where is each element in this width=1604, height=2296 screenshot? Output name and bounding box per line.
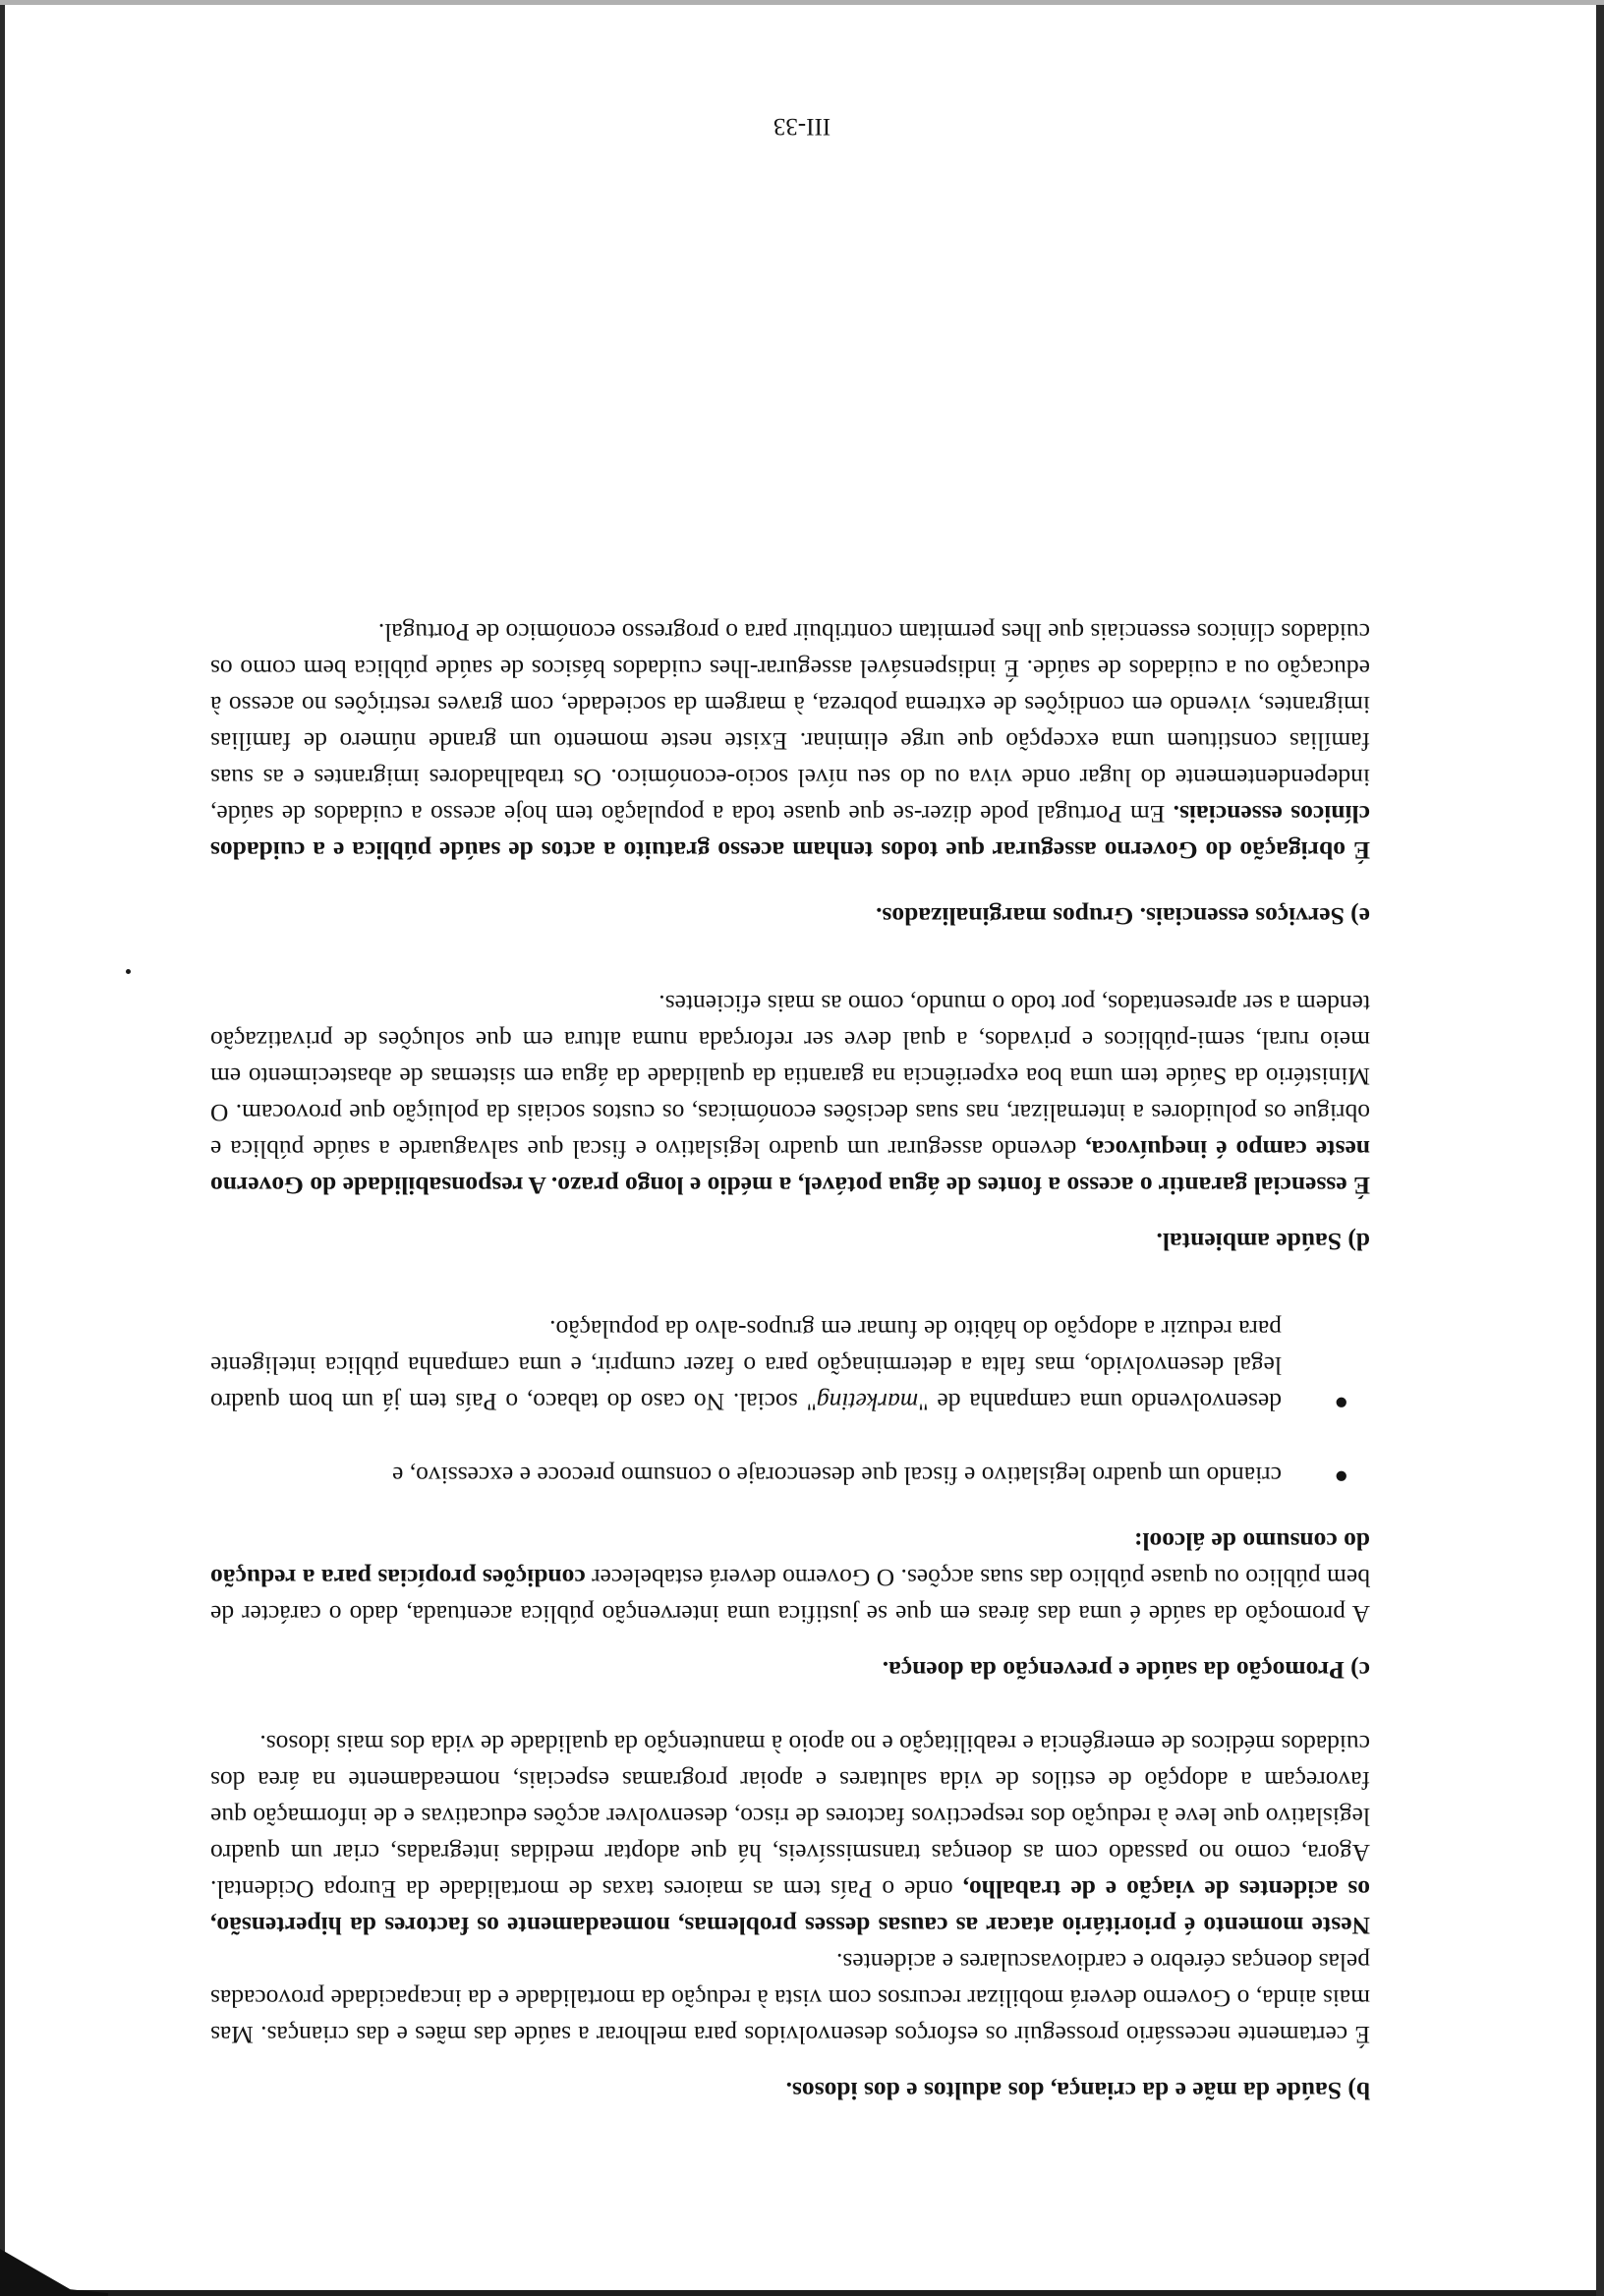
bullet-icon: ●: [1334, 1464, 1348, 1489]
section-b: [210, 1726, 1370, 2109]
scan-edge-right: [0, 0, 5, 2296]
section-d: [210, 986, 1370, 1260]
section-e-heading: e) Serviços essenciais. Grupos marginalizados.: [876, 902, 1370, 931]
bullet-text-end: " social. No caso do tabaco, o País tem já um bom quadro legal desenvolvido, mas falta a determinação para o fazer cumprir, e uma campanha pública inteligente para reduzir a adopção do hábito de fumar em grupos-alvo da população.: [209, 1315, 1282, 1416]
section-e-text: Em Portugal pode dizer-se que quase toda a população tem hoje acesso a cuidados de saúde, independentemente do lugar onde viva ou do seu nível socio-económico. Os trabalhadores imigrantes e as suas famílias constituem uma excepção que urge eliminar. Existe neste momento um grande número de famílias imigrantes, vivendo em condições de extrema pobreza, à margem da sociedade, com graves restrições no acesso à educação ou a cuidados de saúde. É indispensável assegurar-lhes cuidados básicos de saúde pública bem como os cuidados clínicos essenciais que lhes permitam contribuir para o progresso económico de Portugal.: [210, 618, 1370, 829]
section-b-paragraph-2: [210, 1726, 1370, 1944]
section-b-heading: b) Saúde da mãe e da criança, dos adultos e dos idosos.: [785, 2077, 1370, 2105]
section-b-bold-text: Neste momento é prioritário atacar as causas desses problemas, nomeadamente os factores da hipertensão, os acidentes de viação e de trabalho,: [210, 1875, 1370, 1940]
section-d-text: devendo assegurar um quadro legislativo e fiscal que salvaguarde a saúde pública e obrigue os poluidores a internalizar, nas suas decisões económicas, os custos sociais da poluição que provocam. O Ministério da Saúde tem uma boa experiência na garantia da qualidade da água em sistemas de abastecimento em meio rural, semi-públicos e privados, a qual deve ser reforçada numa altura em que soluções de privatização tendem a ser apresentados, por todo o mundo, como as mais eficientes.: [210, 990, 1370, 1164]
scan-speck: [126, 969, 131, 974]
bullet-text: criando um quadro legislativo e fiscal que desencoraje o consumo precoce e excessivo, e: [392, 1462, 1282, 1490]
section-e-bold-text: É obrigação do Governo assegurar que todos tenham acesso gratuito a actos de saúde pública e a cuidados clínicos essenciais.: [210, 800, 1370, 865]
section-c-text: A promoção da saúde é uma das áreas em que se justifica uma intervenção pública acentuada, dado o carácter de bem público ou quase público das suas acções. O Governo deverá estabelecer: [210, 1564, 1370, 1629]
bullet-icon: ●: [1334, 1390, 1348, 1415]
document-body: [210, 577, 1370, 2109]
section-e-paragraph: [210, 614, 1370, 869]
section-c-bold-text: condições propícias para a redução do consumo de álcool:: [210, 1527, 1370, 1592]
folded-corner-mark: [0, 2249, 108, 2296]
section-c-bullet-list: [210, 1311, 1370, 1494]
section-c-paragraph: [210, 1523, 1370, 1633]
section-b-text: onde o País tem as maiores taxas de mortalidade da Europa Ocidental. Agora, como no passado com as doenças transmissíveis, há que adoptar medidas integradas, criar um quadro legislativo que leve à redução dos respectivos factores de risco, desenvolver acções educativas e de informação que favoreçam a adopção de estilos de vida salutares e apoiar programas especiais, nomeadamente na área dos cuidados médicos de emergência e reabilitação e no apoio à manutenção da qualidade de vida dos mais idosos.: [210, 1730, 1370, 1904]
scan-edge-bottom: [0, 0, 1604, 5]
bullet-italic-text: marketing: [816, 1388, 919, 1416]
section-c: [210, 1260, 1370, 1689]
page-number: III-33: [773, 113, 831, 140]
section-d-heading: d) Saúde ambiental.: [1156, 1228, 1370, 1256]
scan-edge-top: [0, 2290, 1604, 2296]
list-item: [210, 1458, 1370, 1494]
scan-edge-left: [1596, 0, 1604, 2296]
section-b-paragraph-1: É certamente necessário prosseguir os esforços desenvolvidos para melhorar a saúde das mães e das crianças. Mas mais ainda, o Governo deverá mobilizar recursos com vista à redução da mortalidade e da incapacidade provocadas pelas doenças cérebro e cardiovasculares e acidentes.: [210, 1948, 1370, 2049]
section-d-bold-text: É essencial garantir o acesso a fontes de água potável, a médio e longo prazo. A responsabilidade do Governo neste campo é inequívoca,: [210, 1135, 1370, 1200]
section-e: [210, 614, 1370, 935]
bullet-text-start: desenvolvendo uma campanha de ": [918, 1388, 1282, 1416]
list-item: [210, 1311, 1370, 1420]
section-d-paragraph: [210, 986, 1370, 1204]
section-c-heading: c) Promoção da saúde e prevenção da doença.: [882, 1656, 1370, 1685]
